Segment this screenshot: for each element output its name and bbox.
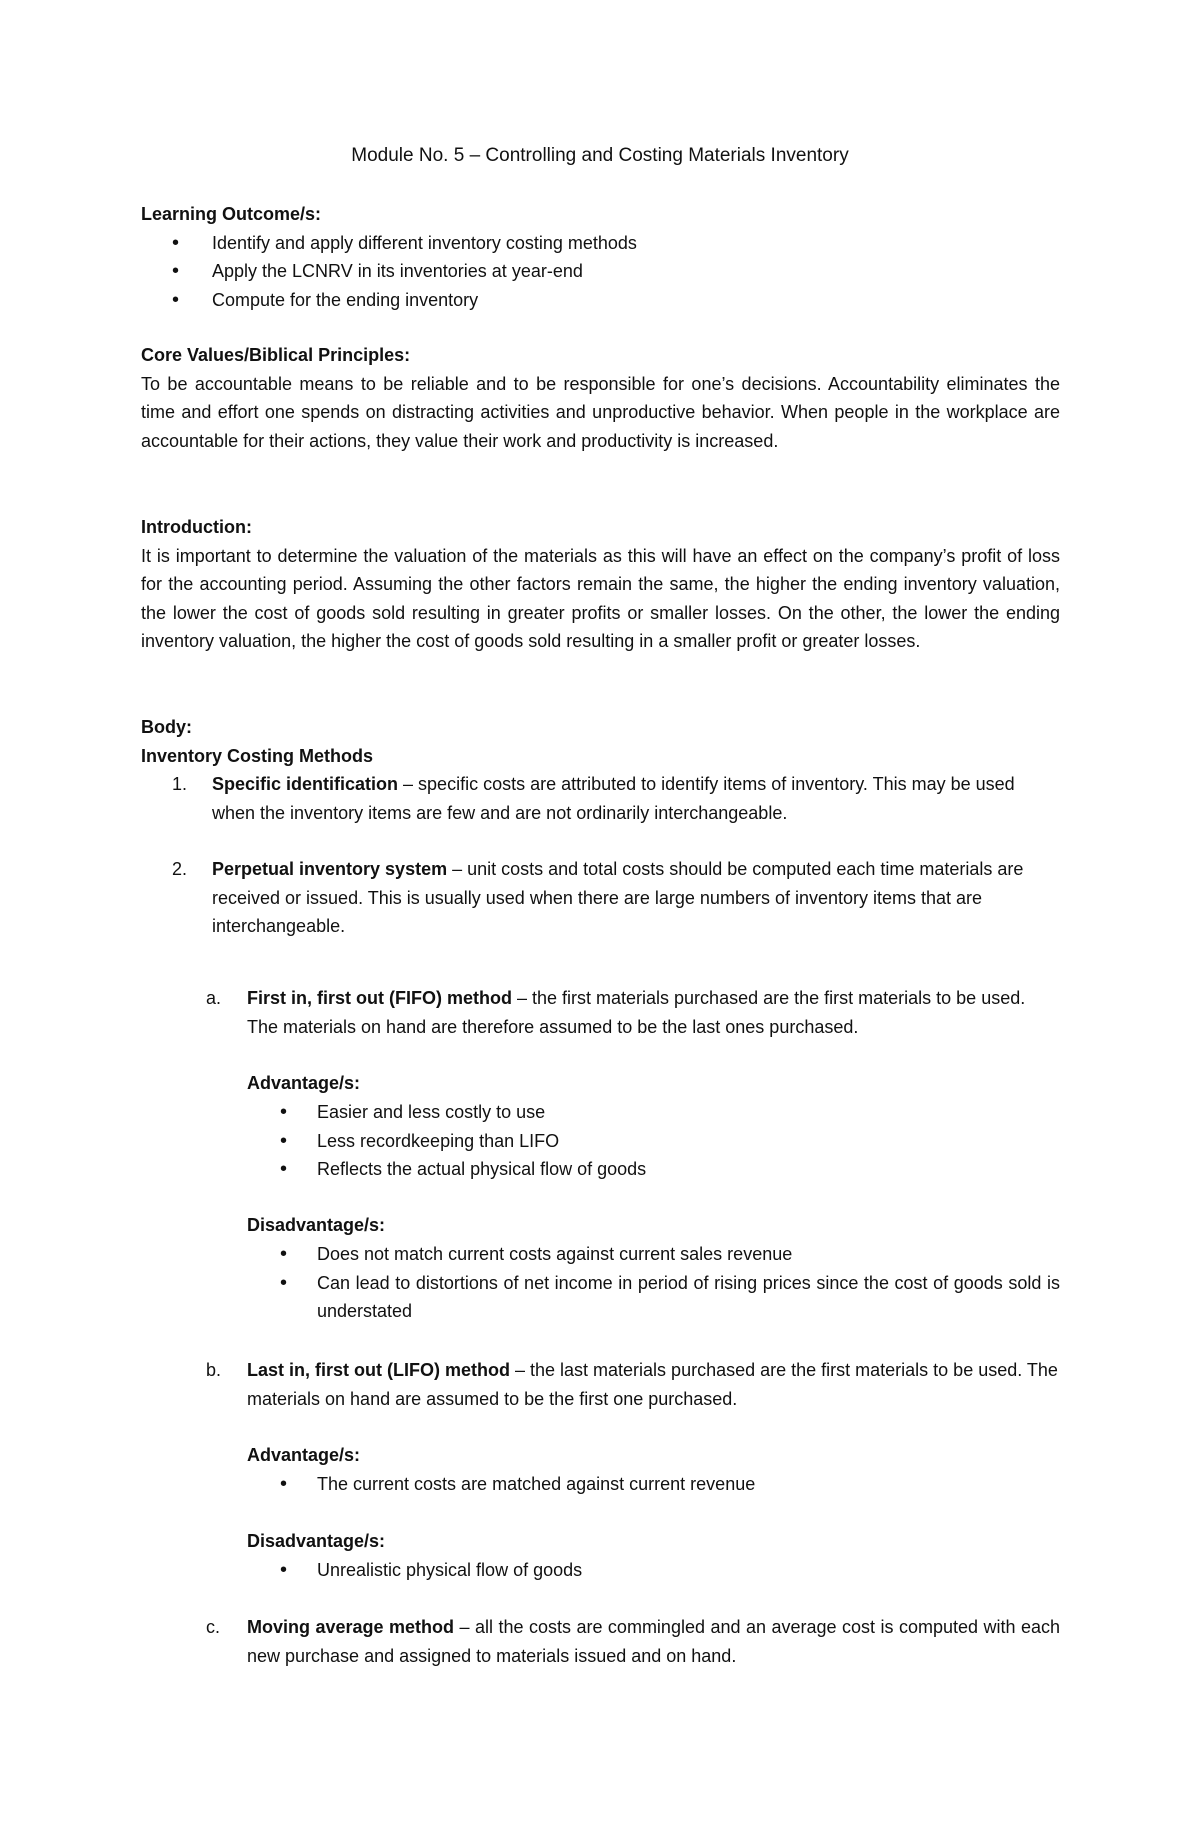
list-item [141,855,1060,941]
fifo-disadvantages-heading: Disadvantage/s: [247,1215,386,1235]
lifo-method [206,1356,1060,1413]
fifo-method [206,984,1060,1041]
introduction-text: It is important to determine the valuation of the materials as this will have an effect on the company’s profit of loss for the accounting period. Assuming the other factors remain the same, the higher the ending inventory valuation, the lower the cost of goods sold resulting in greater profits or smaller losses. On the other, the lower the ending inventory valuation, the higher the cost of goods sold resulting in a smaller profit or greater losses. [141,545,1060,651]
learning-outcomes-list [141,229,1060,315]
list-item: • Identify and apply different inventory costing methods [141,229,1060,258]
list-marker: a. [206,988,222,1008]
list-item-text: – unit costs and total costs should be computed each time materials are received or issued. This is usually used when there are large numbers of inventory items that are interchangeable. [212,859,1024,936]
list-item-text: – specific costs are attributed to identify items of inventory. This may be used when the inventory items are few and are not ordinarily interchangeable. [212,774,1015,823]
list-marker: b. [206,1360,222,1380]
body-section [141,713,1060,941]
method-term: Moving average method [247,1617,454,1637]
list-item: • Apply the LCNRV in its inventories at year-end [141,257,1060,286]
method-text: – the first materials purchased are the first materials to be used. The materials on hand are therefore assumed to be the last ones purchased. [247,988,1026,1037]
method-text: – all the costs are commingled and an average cost is computed with each new purchase and assigned to materials issued and on hand. [247,1617,1060,1666]
core-values-heading: Core Values/Biblical Principles: [141,345,411,365]
fifo-disadvantages-list [247,1240,1060,1326]
list-item: • Easier and less costly to use [247,1098,1060,1127]
method-term: Last in, first out (LIFO) method [247,1360,510,1380]
list-item: • Unrealistic physical flow of goods [247,1556,1060,1585]
lifo-disadvantages-list [247,1556,1060,1585]
list-item: • Less recordkeeping than LIFO [247,1127,1060,1156]
list-item [141,770,1060,827]
list-marker: c. [206,1617,221,1637]
fifo-advantages-list [247,1098,1060,1184]
list-marker: 2. [172,859,188,879]
lifo-advantages-list [247,1470,1060,1499]
core-values-text: To be accountable means to be reliable and to be responsible for one’s decisions. Accountability eliminates the time and effort one spends on distracting activities and unproductive behavior. When people in the workplace are accountable for their actions, they value their work and productivity is increased. [141,373,1060,451]
list-item: • Does not match current costs against current sales revenue [247,1240,1060,1269]
body-heading: Body: [141,717,192,737]
method-text: – the last materials purchased are the first materials to be used. The materials on hand are assumed to be the first one purchased. [247,1360,1058,1409]
list-item: • Reflects the actual physical flow of goods [247,1155,1060,1184]
list-marker: 1. [172,774,188,794]
page-title: Module No. 5 – Controlling and Costing Materials Inventory [351,145,849,166]
body-subheading: Inventory Costing Methods [141,745,374,766]
core-values-section [141,341,1060,455]
list-item: • Can lead to distortions of net income in period of rising prices since the cost of goods sold is understated [247,1269,1060,1326]
lifo-disadvantages-heading: Disadvantage/s: [247,1531,386,1551]
list-item: • The current costs are matched against current revenue [247,1470,1060,1499]
learning-outcomes-heading: Learning Outcome/s: [141,204,322,224]
moving-average-method [206,1613,1060,1670]
list-item-term: Perpetual inventory system [212,859,448,879]
introduction-heading: Introduction: [141,517,252,537]
list-item-term: Specific identification [212,774,399,794]
list-item: • Compute for the ending inventory [141,286,1060,315]
fifo-advantages-heading: Advantage/s: [247,1073,361,1093]
method-term: First in, first out (FIFO) method [247,988,512,1008]
learning-outcomes-section [141,200,1060,314]
lifo-advantages-heading: Advantage/s: [247,1445,361,1465]
introduction-section [141,513,1060,656]
costing-methods-list [141,770,1060,941]
